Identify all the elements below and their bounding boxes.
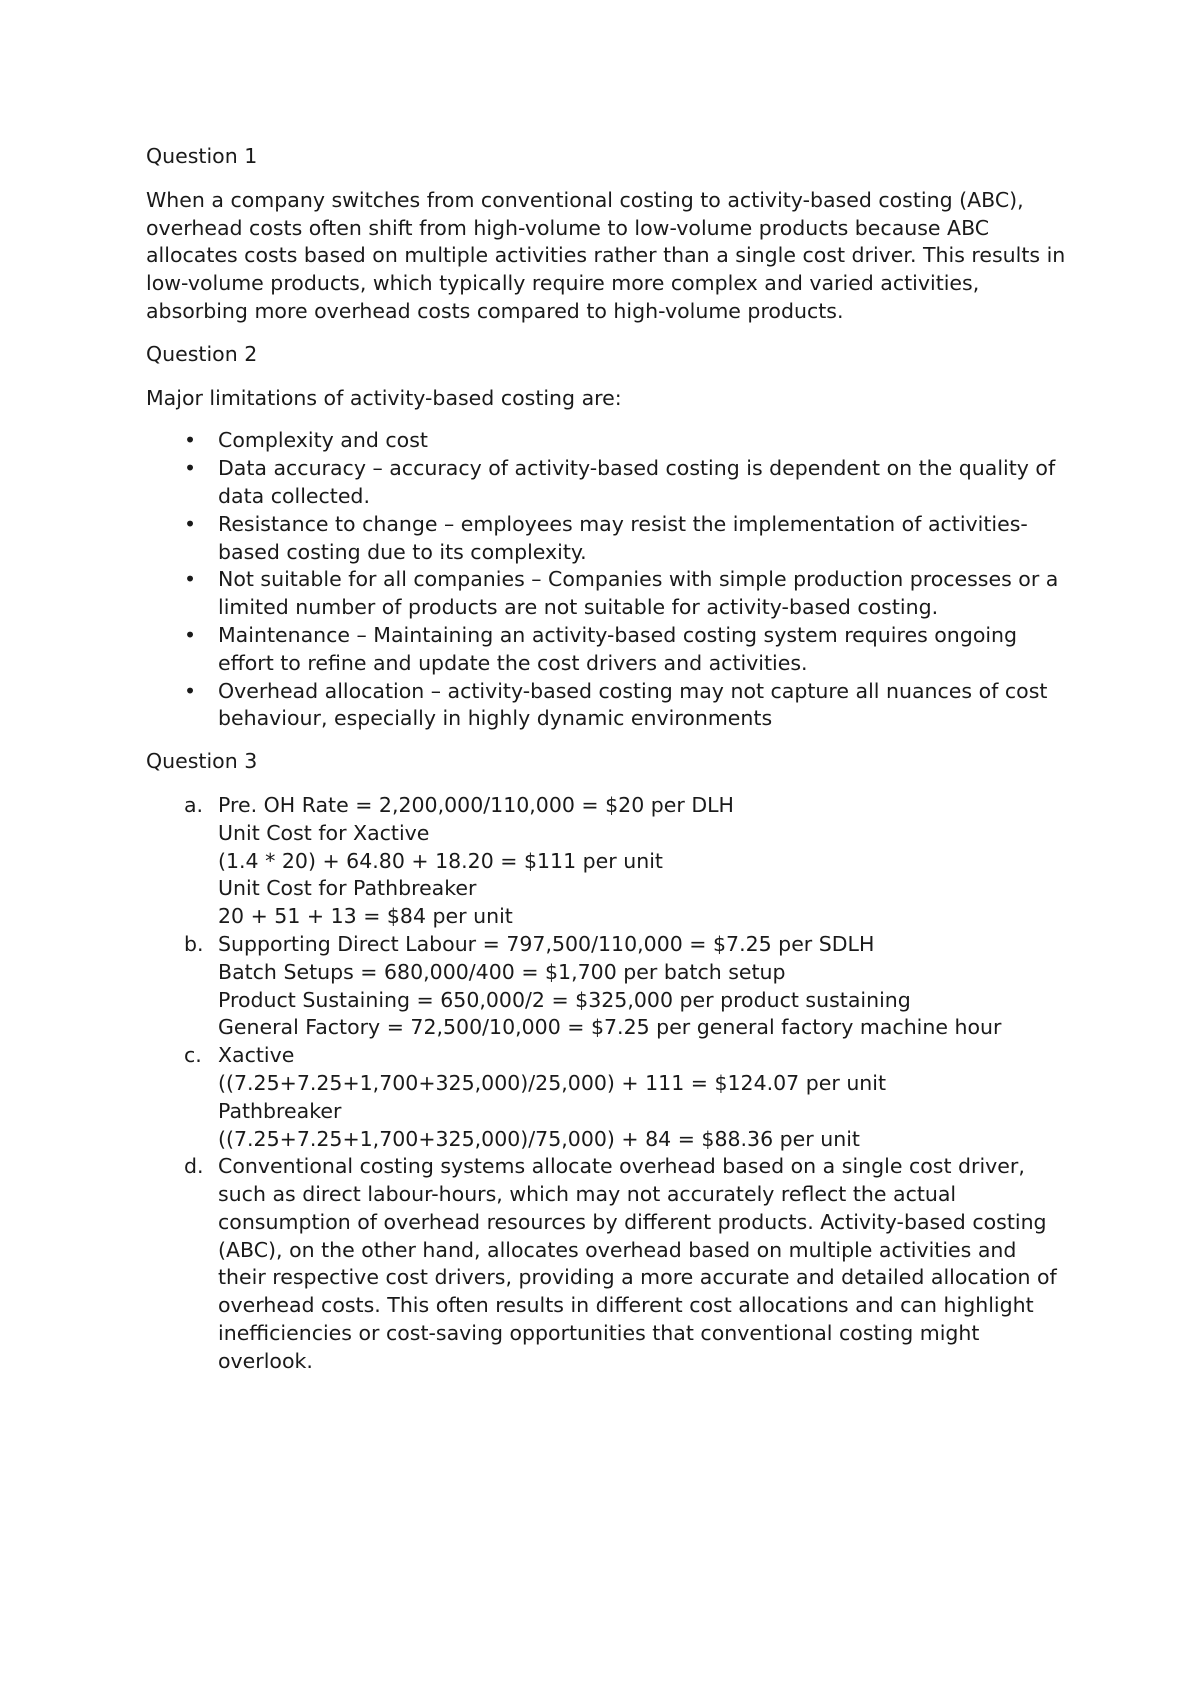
part-b-marker: b. bbox=[184, 931, 204, 956]
list-item-text: Not suitable for all companies – Companies with simple production processes or a limited number of products are not suitable for activity-based costing. bbox=[218, 567, 1059, 620]
question-1-answer: When a company switches from conventional costing to activity-based costing (ABC), overhead costs often shift from high-volume to low-volume products because ABC allocates costs based on multiple activities rather than a single cost driver. This results in low-volume products, which typically require more complex and varied activities, absorbing more overhead costs compared to high-volume products. bbox=[146, 187, 1066, 323]
part-c-line: ((7.25+7.25+1,700+325,000)/25,000) + 111 = $124.07 per unit bbox=[218, 1070, 887, 1095]
list-item-text: Overhead allocation – activity-based costing may not capture all nuances of cost behaviour, especially in highly dynamic environments bbox=[218, 678, 1048, 731]
part-a bbox=[146, 792, 1066, 931]
list-item bbox=[146, 622, 1066, 678]
list-item bbox=[146, 427, 1066, 455]
part-b-line: Batch Setups = 680,000/400 = $1,700 per batch setup bbox=[218, 959, 786, 984]
question-2-intro: Major limitations of activity-based costing are: bbox=[146, 385, 622, 410]
part-a-marker: a. bbox=[184, 792, 204, 817]
part-a-line: Pre. OH Rate = 2,200,000/110,000 = $20 per DLH bbox=[218, 792, 734, 817]
part-b bbox=[146, 931, 1066, 1042]
bullet-icon: • bbox=[184, 456, 197, 481]
list-item-text: Data accuracy – accuracy of activity-based costing is dependent on the quality of data collected. bbox=[218, 456, 1056, 508]
part-b-line: Product Sustaining = 650,000/2 = $325,000 per product sustaining bbox=[218, 987, 911, 1012]
list-item-text: Maintenance – Maintaining an activity-based costing system requires ongoing effort to refine and update the cost drivers and activities. bbox=[218, 622, 1018, 675]
part-a-line: (1.4 * 20) + 64.80 + 18.20 = $111 per unit bbox=[218, 848, 663, 873]
part-c-marker: c. bbox=[184, 1043, 202, 1068]
part-a-line: Unit Cost for Pathbreaker bbox=[218, 876, 477, 901]
part-c-line: Pathbreaker bbox=[218, 1098, 342, 1123]
bullet-icon: • bbox=[184, 428, 197, 453]
part-a-line: 20 + 51 + 13 = $84 per unit bbox=[218, 904, 513, 929]
part-d-text: Conventional costing systems allocate overhead based on a single cost driver, such as direct labour-hours, which may not accurately reflect the actual consumption of overhead resources by different products. Activity-based costing (ABC), on the other hand, allocates overhead based on multiple activities and their respective cost drivers, providing a more accurate and detailed allocation of overhead costs. This often results in different cost allocations and can highlight inefficiencies or cost-saving opportunities that conventional costing might overlook. bbox=[218, 1154, 1057, 1373]
part-c-line: ((7.25+7.25+1,700+325,000)/75,000) + 84 = $88.36 per unit bbox=[218, 1126, 860, 1151]
part-c bbox=[146, 1042, 1066, 1153]
question-2-heading: Question 2 bbox=[146, 341, 258, 366]
bullet-icon: • bbox=[184, 511, 197, 536]
question-3-parts bbox=[146, 792, 1066, 1376]
list-item bbox=[146, 511, 1066, 567]
bullet-icon: • bbox=[184, 622, 197, 647]
question-1-heading: Question 1 bbox=[146, 144, 258, 168]
part-a-line: Unit Cost for Xactive bbox=[218, 820, 430, 845]
part-c-line: Xactive bbox=[218, 1043, 295, 1068]
part-d-marker: d. bbox=[184, 1154, 204, 1179]
list-item bbox=[146, 566, 1066, 622]
part-b-line: General Factory = 72,500/10,000 = $7.25 per general factory machine hour bbox=[218, 1015, 1002, 1040]
bullet-icon: • bbox=[184, 678, 197, 703]
question-3-heading: Question 3 bbox=[146, 749, 258, 774]
part-d bbox=[146, 1153, 1066, 1375]
limitations-list bbox=[146, 427, 1066, 733]
list-item bbox=[146, 678, 1066, 734]
bullet-icon: • bbox=[184, 567, 197, 592]
document-page bbox=[146, 143, 1066, 1376]
list-item-text: Complexity and cost bbox=[218, 428, 428, 453]
part-b-line: Supporting Direct Labour = 797,500/110,000 = $7.25 per SDLH bbox=[218, 931, 875, 956]
list-item-text: Resistance to change – employees may resist the implementation of activities-based costing due to its complexity. bbox=[218, 511, 1028, 564]
list-item bbox=[146, 455, 1066, 511]
